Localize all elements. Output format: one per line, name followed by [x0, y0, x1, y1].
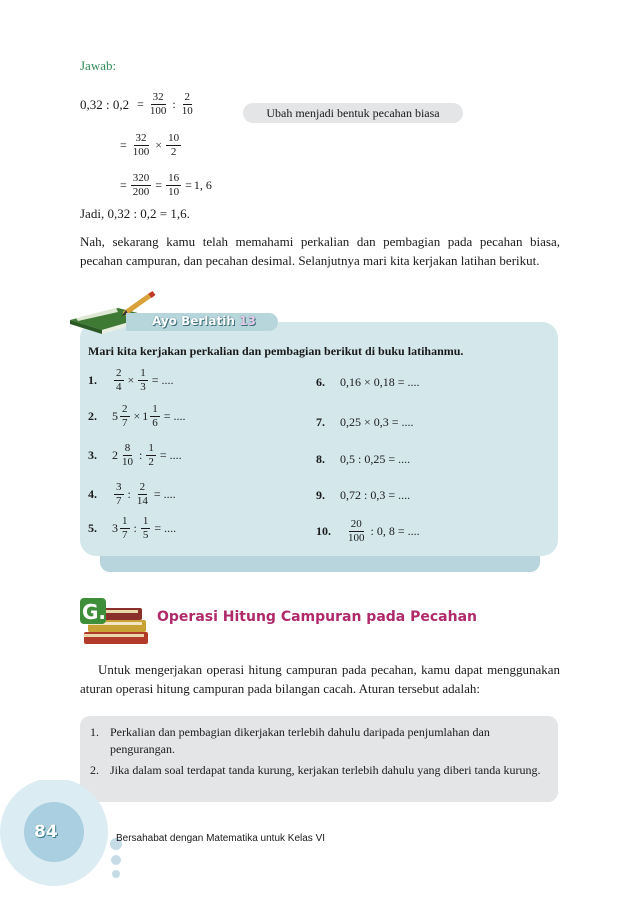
- section-title: Operasi Hitung Campuran pada Pecahan: [157, 609, 477, 625]
- item-text: 0,25 × 0,3 = ....: [340, 415, 414, 429]
- calc-result: 1, 6: [193, 178, 212, 192]
- exercise-item-2: [88, 404, 188, 429]
- exercise-item-8: [316, 452, 410, 467]
- calc-eq: =: [137, 97, 144, 111]
- rule-text: Perkalian dan pembagian dikerjakan terlebih dahulu daripada penjumlahan dan pengurangan.: [110, 725, 490, 756]
- item-text: 0,16 × 0,18 = ....: [340, 375, 420, 389]
- calc-eq: =: [185, 178, 192, 192]
- fraction: $\frac{1}{5}$: [142, 515, 149, 541]
- item-number: 10.: [316, 524, 331, 538]
- exercise-item-7: [316, 415, 414, 430]
- calc-eq: =: [120, 138, 127, 152]
- item-number: 2.: [88, 409, 97, 423]
- item-tail: : 0, 8 = ....: [370, 524, 420, 538]
- footer-decoration: [0, 780, 130, 917]
- exercise-item-5: [88, 516, 178, 541]
- calc-eq: =: [155, 178, 163, 192]
- calc-eq: =: [120, 178, 127, 192]
- fraction: $\frac{3}{7}$: [116, 481, 122, 507]
- fraction: $\frac{320}{200}$: [132, 172, 150, 198]
- operator: :: [127, 487, 131, 501]
- tab-title: Ayo Berlatih: [152, 314, 235, 328]
- fraction: $\frac{2}{14}$: [136, 481, 148, 507]
- item-number: 6.: [316, 375, 325, 389]
- fraction: $\frac{20}{100}$: [348, 518, 365, 544]
- item-tail: = ....: [159, 448, 182, 462]
- whole-number: 5: [112, 409, 118, 423]
- book-title: Bersahabat dengan Matematika untuk Kelas VI: [116, 833, 326, 844]
- exercise-instruction: Mari kita kerjakan perkalian dan pembagian berikut di buku latihanmu.: [88, 344, 464, 358]
- operator: ×: [133, 409, 141, 423]
- operator: :: [133, 521, 137, 535]
- operator: ×: [155, 138, 163, 152]
- item-tail: = ....: [153, 487, 176, 501]
- rule-text: Jika dalam soal terdapat tanda kurung, kerjakan terlebih dahulu yang diberi tanda kurung.: [110, 763, 541, 777]
- fraction: $\frac{10}{2}$: [168, 132, 180, 158]
- item-number: 4.: [88, 487, 97, 501]
- item-number: 7.: [316, 415, 325, 429]
- fraction: $\frac{32}{100}$: [132, 132, 150, 158]
- section-letter: G.: [82, 600, 107, 624]
- fraction: $\frac{1}{6}$: [152, 403, 158, 429]
- item-tail: = ....: [151, 373, 174, 387]
- item-text: 0,72 : 0,3 = ....: [340, 488, 411, 502]
- item-number: 3.: [88, 448, 97, 462]
- exercise-item-9: [316, 488, 410, 503]
- item-number: 5.: [88, 521, 97, 535]
- item-tail: = ....: [154, 521, 177, 535]
- fraction: $\frac{2}{7}$: [122, 403, 128, 429]
- exercise-item-10: [316, 519, 422, 544]
- fraction: $\frac{2}{4}$: [116, 367, 122, 393]
- jawab-label: Jawab:: [80, 58, 117, 73]
- item-number: 9.: [316, 488, 325, 502]
- calc-line-3: [118, 173, 212, 198]
- rule-number: 2.: [90, 763, 99, 777]
- exercise-tab-label: [152, 314, 256, 328]
- fraction: $\frac{2}{10}$: [181, 91, 193, 117]
- calc-lhs: 0,32 : 0,2: [80, 96, 130, 112]
- fraction: $\frac{1}{2}$: [148, 442, 154, 468]
- operator: :: [172, 97, 176, 111]
- exercise-item-1: [88, 368, 176, 393]
- fraction: $\frac{16}{10}$: [168, 172, 180, 198]
- conclusion: Jadi, 0,32 : 0,2 = 1,6.: [80, 206, 190, 221]
- whole-number: 2: [112, 448, 118, 462]
- hint-box: Ubah menjadi bentuk pecahan biasa: [243, 103, 463, 123]
- rule-item: [90, 724, 550, 758]
- item-text: 0,5 : 0,25 = ....: [340, 452, 411, 466]
- operator: :: [139, 448, 143, 462]
- item-tail: = ....: [163, 409, 186, 423]
- calc-line-1: [80, 92, 197, 117]
- rule-item: [90, 762, 550, 779]
- fraction: $\frac{32}{100}$: [149, 91, 167, 117]
- tab-number: 13: [239, 314, 256, 328]
- fraction: $\frac{8}{10}$: [122, 442, 133, 468]
- item-number: 1.: [88, 373, 97, 387]
- paragraph-rules-intro: Untuk mengerjakan operasi hitung campuran pada pecahan, kamu dapat menggunakan aturan operasi hitung campuran pada bilangan cacah. Aturan tersebut adalah:: [80, 662, 560, 696]
- exercise-item-4: [88, 482, 178, 507]
- operator: ×: [127, 373, 135, 387]
- exercise-item-6: [316, 375, 420, 390]
- rule-number: 1.: [90, 725, 99, 739]
- item-number: 8.: [316, 452, 325, 466]
- fraction: $\frac{1}{3}$: [140, 367, 146, 393]
- fraction: $\frac{1}{7}$: [122, 515, 128, 541]
- calc-line-2: [118, 133, 183, 158]
- page-number: 84: [34, 822, 58, 842]
- exercise-item-3: [88, 443, 184, 468]
- whole-number: 1: [142, 409, 149, 423]
- whole-number: 3: [112, 521, 118, 535]
- paragraph-intro: Nah, sekarang kamu telah memahami perkalian dan pembagian pada pecahan biasa, pecahan campuran, dan pecahan desimal. Selanjutnya mari kita kerjakan latihan berikut.: [80, 234, 560, 268]
